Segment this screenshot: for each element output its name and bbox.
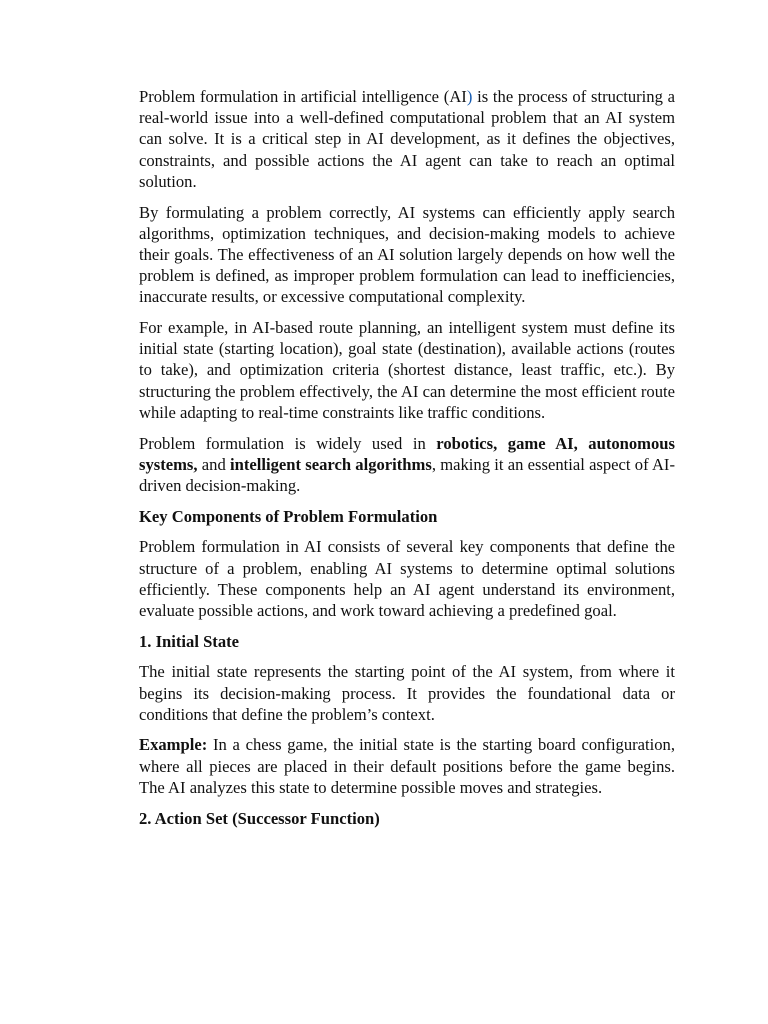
heading-initial-state: 1. Initial State: [139, 631, 240, 651]
paragraph-intro: [139, 86, 675, 192]
paragraph-example-route: For example, in AI-based route planning, an intelligent system must define its initial state (starting location), goal state (destination), available actions (routes to take), and optimization criteria (shortest distance, least traffic, etc.). By structuring the problem effectively, the AI can determine the most efficient route while adapting to real-time constraints like traffic conditions.: [139, 318, 675, 422]
paragraph-chess-example: Example: In a chess game, the initial state is the starting board configuration, where all pieces are placed in their default positions before the game begins. The AI analyzes this state to determine possible moves and strategies.: [139, 735, 675, 797]
intro-text-end: is the process of structuring a real-world issue into a well-defined computational problem that an AI system can solve. It is a critical step in AI development, as it defines the objectives, constraints, and possible actions the AI agent can take to reach an optimal solution.: [139, 87, 675, 191]
bold-applications: robotics, game AI, autonomous systems,: [139, 433, 675, 474]
paragraph-formulating: By formulating a problem correctly, AI systems can efficiently apply search algorithms, optimization techniques, and decision-making models to achieve their goals. The effectiveness of an AI solution largely depends on how well the problem is defined, as improper problem formulation can lead to inefficiencies, inaccurate results, or excessive computational complexity.: [139, 202, 675, 307]
paragraph-key-components: Problem formulation in AI consists of several key components that define the structure of a problem, enabling AI systems to determine optimal solutions efficiently. These components help an AI agent understand its environment, evaluate possible actions, and work toward achieving a predefined goal.: [139, 537, 675, 620]
document-page: [139, 86, 675, 838]
bold-search-algorithms: intelligent search algorithms: [230, 454, 432, 474]
reference-link[interactable]: ): [466, 87, 473, 106]
paragraph-initial-state: The initial state represents the starting point of the AI system, from where it begins its decision-making process. It provides the foundational data or conditions that define the problem’s context.: [139, 662, 675, 724]
paragraph-applications: Problem formulation is widely used in robotics, game AI, autonomous systems, and intelligent search algorithms, making it an essential aspect of AI-driven decision-making.: [139, 433, 675, 495]
heading-action-set: 2. Action Set (Successor Function): [139, 808, 380, 828]
intro-text-start: Problem formulation in artificial intelligence (AI: [139, 87, 467, 106]
heading-key-components: Key Components of Problem Formulation: [139, 506, 438, 526]
example-label: Example:: [139, 735, 208, 755]
